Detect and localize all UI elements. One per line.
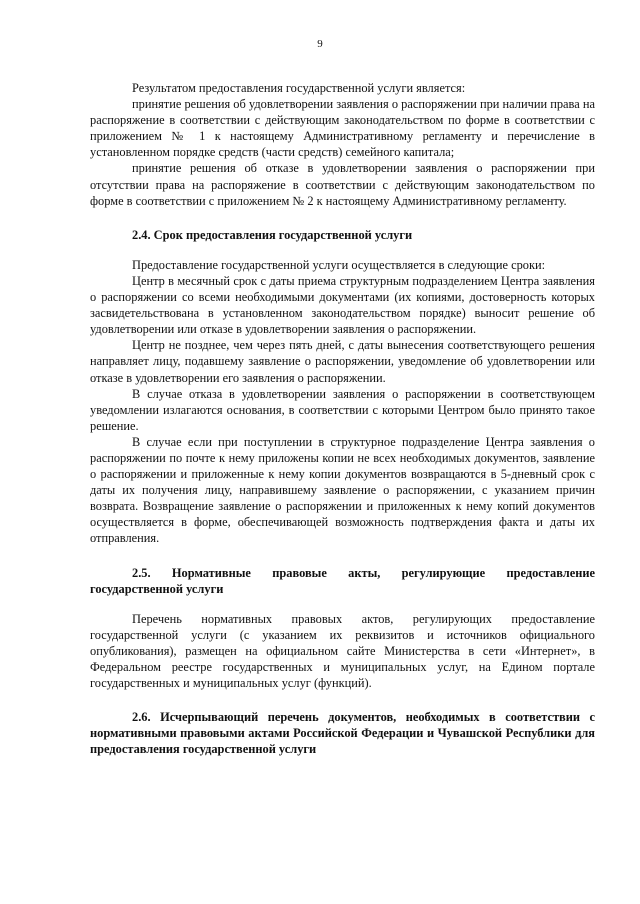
paragraph-2-4-4: В случае отказа в удовлетворении заявления о распоряжении в соответствующем уведомлении излагаются основания, в соответствии с которыми Центром было принято такое решение. (90, 386, 595, 433)
paragraph-2-5-1: Перечень нормативных правовых актов, регулирующих предоставление государственной услуги (с указанием их реквизитов и источников официального опубликования), размещен на официальном сайте Министерства в сети «Интернет», в Федеральном реестре государственных и муниципальных услуг, на Едином портале государственных и муниципальных услуг (функций). (90, 611, 595, 691)
document-body (90, 80, 595, 757)
heading-2-4: 2.4. Срок предоставления государственной услуги (132, 227, 413, 242)
result-intro: Результатом предоставления государственной услуги является: (132, 81, 466, 95)
paragraph-2-4-1: Предоставление государственной услуги осуществляется в следующие сроки: (132, 257, 546, 272)
page-number: 9 (317, 38, 323, 50)
result-item-approval: принятие решения об удовлетворении заявления о распоряжении при наличии права на распоряжение в соответствии с действующим законодательством по форме в соответствии с приложением № 1 к настоящему Административному регламенту и перечисление в установленном порядке средств (части средств) семейного капитала; (90, 97, 595, 160)
heading-2-6: 2.6. Исчерпывающий перечень документов, необходимых в соответствии с нормативными правовыми актами Российской Федерации и Чувашской Республики для предоставления государственной услуги (90, 710, 595, 757)
paragraph-2-4-2: Центр в месячный срок с даты приема структурным подразделением Центра заявления о распоряжении со всеми необходимыми документами (их копиями, достоверность которых засвидетельствована в установленном законодательством порядке) выносит решение об удовлетворении или отказе в удовлетворении заявления о распоряжении. (90, 273, 595, 337)
heading-2-5: 2.5. Нормативные правовые акты, регулирующие предоставление государственной услуги (90, 565, 595, 596)
paragraph-2-4-3: Центр не позднее, чем через пять дней, с даты вынесения соответствующего решения направляет лицу, подавшему заявление о распоряжении, уведомление об удовлетворении или отказе в удовлетворении его заявления о распоряжении. (90, 338, 595, 385)
paragraph-2-4-5: В случае если при поступлении в структурное подразделение Центра заявления о распоряжении по почте к нему приложены копии не всех необходимых документов, заявление о распоряжении и приложенные к нему копии документов возвращаются в 5-дневный срок с даты их получения лицу, направившему заявление о распоряжении, с указанием причин возврата. Возвращение заявление о распоряжении и приложенных к нему копий документов осуществляется в форме, обеспечивающей возможность подтверждения факта и даты их отправления. (90, 434, 595, 546)
result-item-refusal: принятие решения об отказе в удовлетворении заявления о распоряжении при отсутствии права на распоряжение в соответствии с действующим законодательством по форме в соответствии с приложением № 2 к настоящему Административному регламенту. (90, 161, 595, 208)
